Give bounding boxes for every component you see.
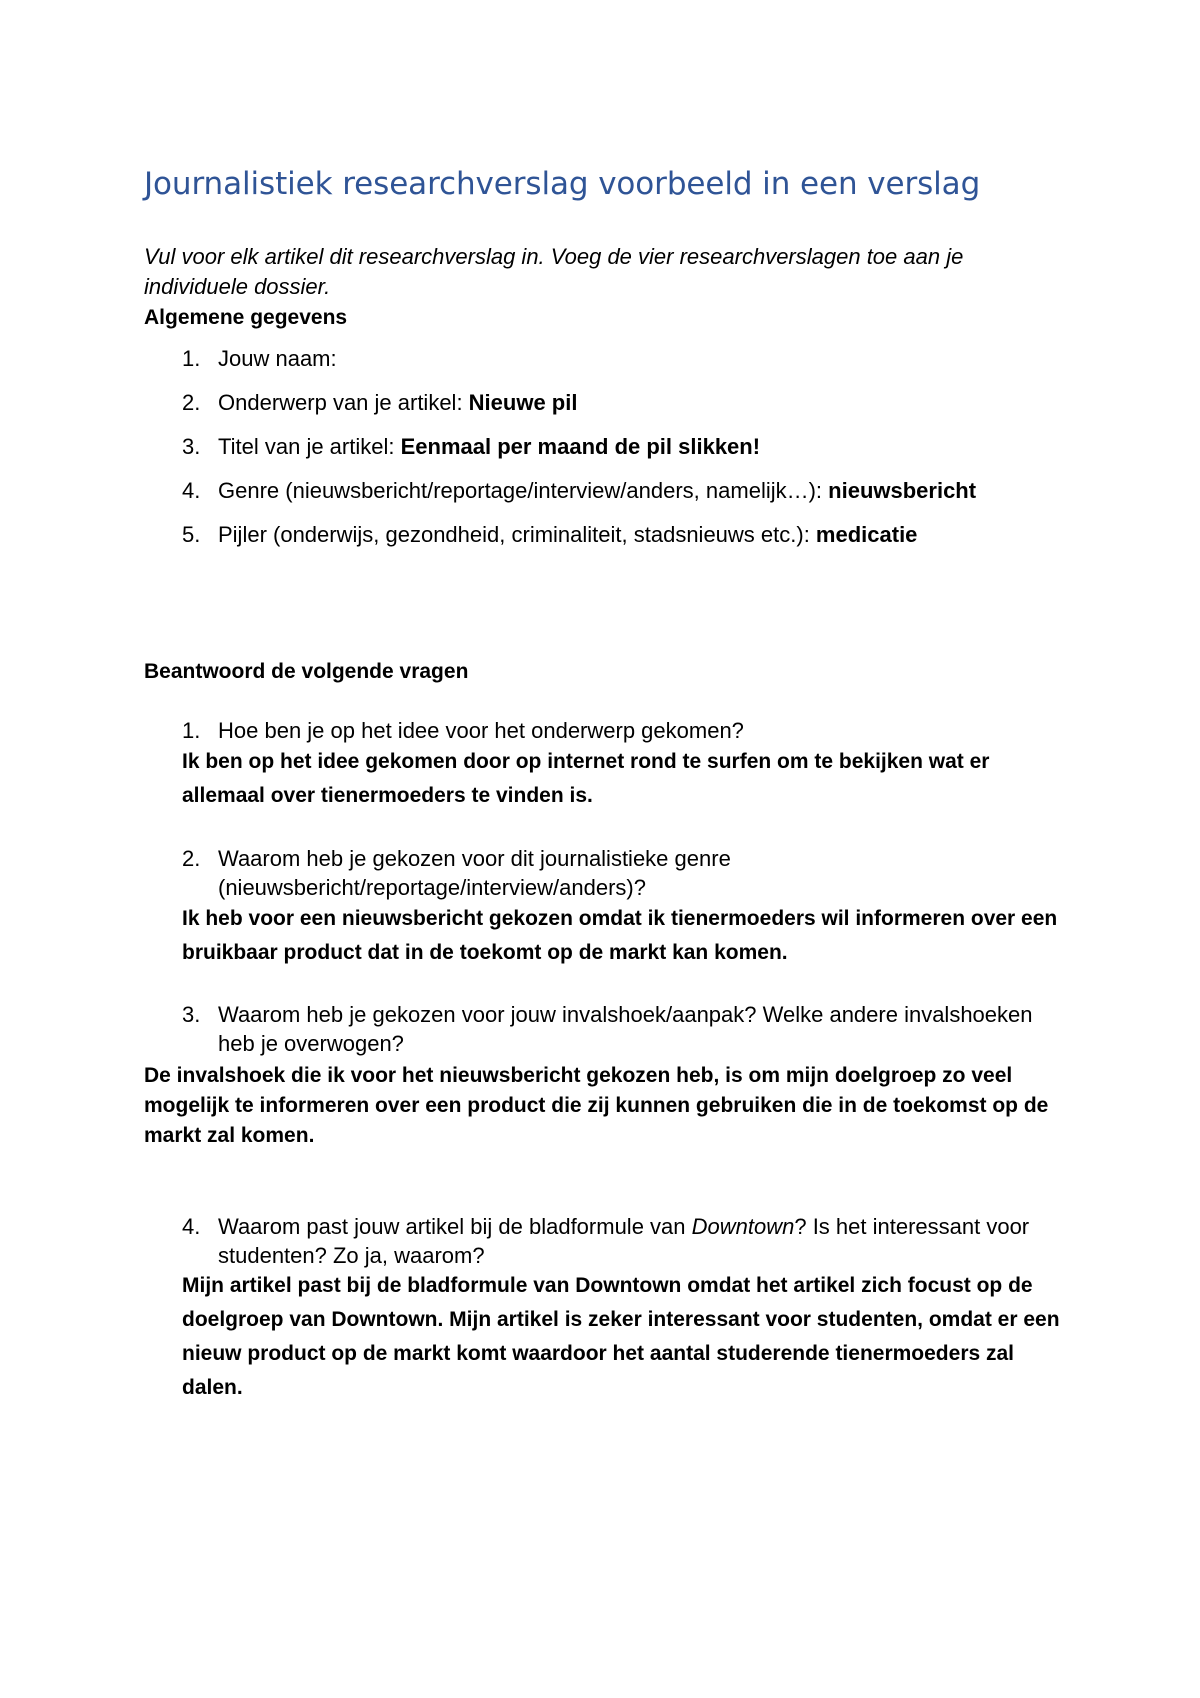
- question-text: Hoe ben je op het idee voor het onderwerp gekomen?: [218, 718, 744, 743]
- document-title: Journalistiek researchverslag voorbeeld in een verslag: [144, 166, 981, 202]
- magazine-name: Downtown: [691, 1214, 795, 1239]
- field-value: nieuwsbericht: [828, 478, 977, 503]
- question-number: 3.: [182, 1002, 201, 1027]
- list-number: 1.: [182, 346, 201, 371]
- answer-text: Ik heb voor een nieuwsbericht gekozen omdat ik tienermoeders wil informeren over een bruikbaar product dat in de toekomt op de markt kan komen.: [182, 907, 1058, 964]
- question-number: 2.: [182, 846, 201, 871]
- answer-text: Mijn artikel past bij de bladformule van Downtown omdat het artikel zich focust op de doelgroep van Downtown. Mijn artikel is zeker interessant voor studenten, omdat er een nieuw product op de markt komt waardoor het aantal studerende tienermoeders zal dalen.: [182, 1274, 1060, 1399]
- intro-text: Vul voor elk artikel dit researchverslag in. Voeg de vier researchverslagen toe aan je individuele dossier.: [144, 244, 964, 299]
- list-number: 2.: [182, 390, 201, 415]
- list-item-text: [218, 388, 1078, 418]
- answer-text: Ik ben op het idee gekomen door op internet rond te surfen om te bekijken wat er allemaal over tienermoeders te vinden is.: [182, 750, 990, 807]
- question-text: Waarom heb je gekozen voor dit journalistieke genre (nieuwsbericht/reportage/interview/anders)?: [218, 846, 731, 900]
- answer-text: De invalshoek die ik voor het nieuwsbericht gekozen heb, is om mijn doelgroep zo veel mogelijk te informeren over een product die zij kunnen gebruiken die in de toekomst op de markt zal komen.: [144, 1064, 1049, 1147]
- question-text-part: ? Is het interessant voor studenten? Zo ja, waarom?: [218, 1214, 1030, 1268]
- list-number: 3.: [182, 434, 201, 459]
- field-label: Jouw naam:: [218, 346, 337, 371]
- field-label: Pijler (onderwijs, gezondheid, criminaliteit, stadsnieuws etc.):: [218, 522, 816, 547]
- field-label: Titel van je artikel:: [218, 434, 401, 459]
- list-item-text: [218, 476, 1078, 506]
- list-number: 4.: [182, 478, 201, 503]
- field-label: Onderwerp van je artikel:: [218, 390, 469, 415]
- field-label: Genre (nieuwsbericht/reportage/interview/anders, namelijk…):: [218, 478, 829, 503]
- question-number: 1.: [182, 718, 201, 743]
- list-item-text: [218, 520, 1078, 550]
- section-heading-general: Algemene gegevens: [144, 306, 348, 329]
- field-value: Eenmaal per maand de pil slikken!: [400, 434, 761, 459]
- question-text: Waarom heb je gekozen voor jouw invalshoek/aanpak? Welke andere invalshoeken heb je overwogen?: [218, 1002, 1033, 1056]
- question-text-part: Waarom past jouw artikel bij de bladformule van: [218, 1214, 692, 1239]
- field-value: Nieuwe pil: [468, 390, 578, 415]
- section-heading-questions: Beantwoord de volgende vragen: [144, 660, 469, 683]
- question-text: [218, 1212, 1058, 1270]
- list-item-text: [218, 432, 1078, 462]
- list-number: 5.: [182, 522, 201, 547]
- list-item-text: [218, 344, 1078, 374]
- question-number: 4.: [182, 1214, 201, 1239]
- field-value: medicatie: [815, 522, 918, 547]
